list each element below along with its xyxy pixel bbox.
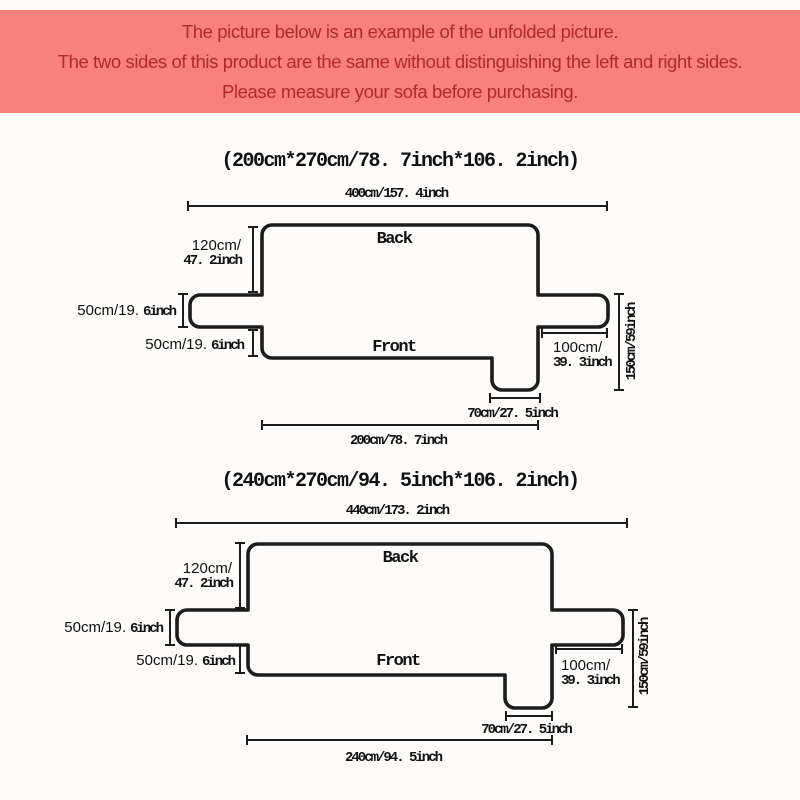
diagram2-bottom-width-label: 240cm/94. 5inch	[344, 750, 442, 766]
diagram2-title: (240cm*270cm/94. 5inch*106. 2inch)	[221, 470, 579, 493]
diagram1-left-arm-label	[77, 302, 175, 321]
diagram1-side-height-label: 150cm/59inch	[624, 303, 640, 381]
diagram2-left-arm-label	[64, 619, 162, 638]
diagram1-top-width-label: 400cm/157. 4inch	[344, 186, 448, 202]
sofa-cover-outline-240cm	[177, 544, 623, 708]
diagram1-bottom-width-label: 200cm/78. 7inch	[349, 433, 447, 449]
diagram1-right-arm-inch: 39. 3inch	[553, 354, 611, 371]
diagram2-back-height-inch: 47. 2inch	[174, 575, 232, 592]
diagram1-back-height-inch: 47. 2inch	[183, 252, 241, 269]
diagram2-side-height-label: 150cm/59inch	[637, 618, 653, 696]
diagram1-back-label: Back	[376, 230, 412, 249]
diagram2-front-label: Front	[376, 652, 420, 671]
diagram2-back-height-label	[174, 561, 232, 592]
diagram2-back-height-cm: 120cm/	[182, 560, 232, 577]
diagram2-back-label: Back	[382, 549, 418, 568]
diagram2-right-arm-cm: 100cm/	[561, 657, 611, 674]
diagram2-left-arm-cm: 50cm/19.	[64, 619, 126, 636]
diagram2-left-arm-inch: 6inch	[129, 621, 162, 637]
diagram2-right-arm-inch: 39. 3inch	[561, 672, 619, 689]
diagram2-front-height-inch: 6inch	[201, 654, 234, 670]
banner-line-1: The picture below is an example of the unfolded picture.	[181, 20, 619, 42]
diagram1-right-arm-cm: 100cm/	[553, 339, 603, 356]
diagram2-tab-width-label: 70cm/27. 5inch	[481, 722, 571, 738]
diagram1-title: (200cm*270cm/78. 7inch*106. 2inch)	[221, 150, 579, 173]
diagram1-right-arm-label	[553, 340, 611, 371]
diagram1-left-arm-cm: 50cm/19.	[77, 302, 139, 319]
diagram1-front-height-cm: 50cm/19.	[145, 336, 207, 353]
diagram1-left-arm-inch: 6inch	[142, 304, 175, 320]
diagram1-back-height-label	[183, 238, 241, 269]
diagram1-tab-width-label: 70cm/27. 5inch	[467, 406, 557, 422]
diagram2-front-height-label	[136, 652, 234, 671]
diagram2-top-width-label: 440cm/173. 2inch	[345, 503, 449, 519]
banner-line-2: The two sides of this product are the same without distinguishing the left and right sides.	[57, 50, 743, 72]
diagram1-back-height-cm: 120cm/	[191, 237, 241, 254]
diagram1-front-label: Front	[372, 338, 416, 357]
diagram1-front-height-label	[145, 336, 243, 355]
diagram1-front-height-inch: 6inch	[210, 338, 243, 354]
banner-line-3: Please measure your sofa before purchasing.	[221, 80, 579, 102]
diagram2-front-height-cm: 50cm/19.	[136, 652, 198, 669]
diagram2-right-arm-label	[561, 658, 619, 689]
